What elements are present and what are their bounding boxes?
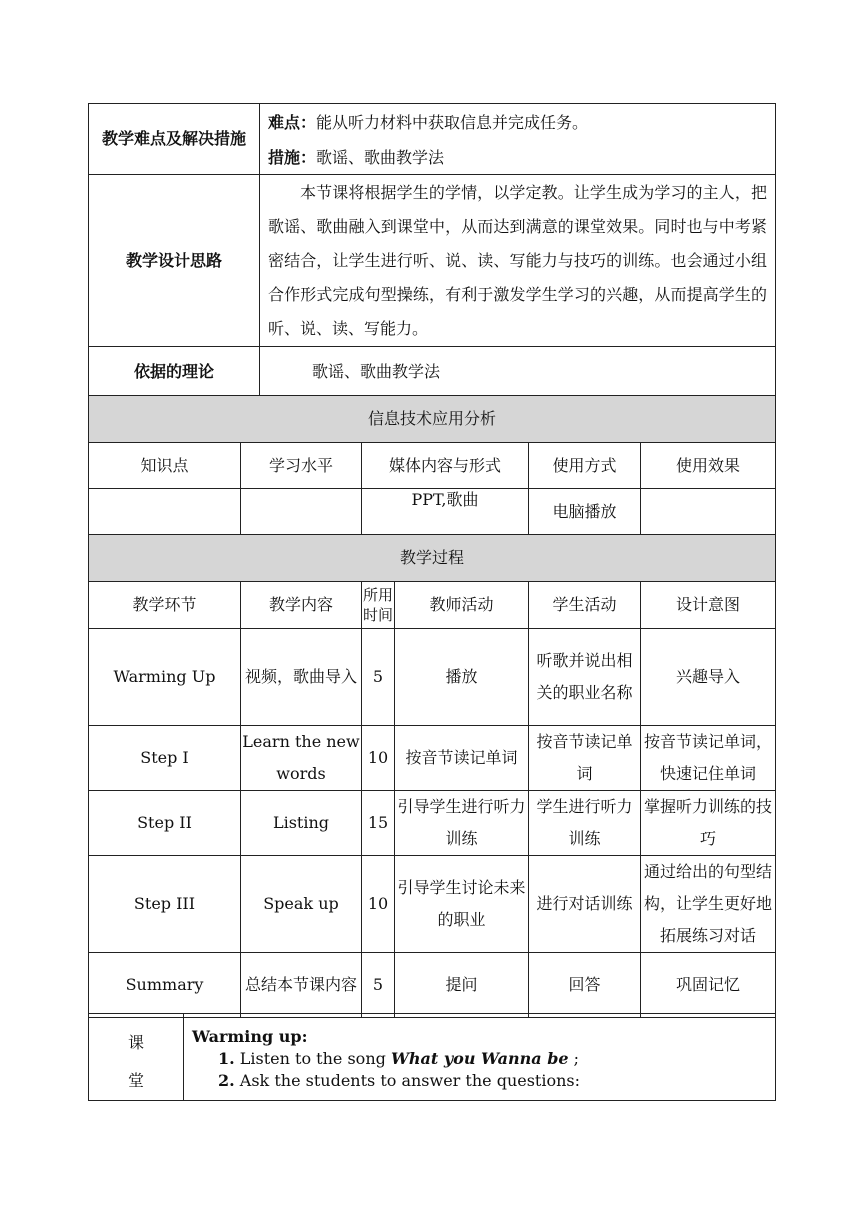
difficulty-line [268, 105, 767, 141]
theory-content [260, 347, 776, 398]
difficulty-text: 能从听力材料中获取信息并完成任务。 [316, 112, 589, 132]
measures-line [268, 141, 767, 174]
item-number: 1. [218, 1049, 235, 1068]
song-title: What you Wanna be [390, 1049, 569, 1068]
classroom-table [88, 1013, 776, 1101]
thinking-content [260, 175, 776, 347]
process-title-row [89, 535, 776, 582]
process-header-cell: 教师活动 [395, 582, 529, 629]
table-cell: 视频，歌曲导入 [241, 629, 362, 726]
classroom-label-char: 堂 [127, 1071, 144, 1090]
table-cell: 5 [362, 953, 395, 1018]
table-cell: 巩固记忆 [641, 953, 776, 1018]
teaching-design-table [88, 103, 776, 398]
table-cell: Warming Up [89, 629, 241, 726]
classroom-label-char: 课 [127, 1033, 144, 1052]
thinking-row [89, 175, 776, 347]
item-number: 2. [218, 1071, 235, 1090]
classroom-label-text [89, 1014, 183, 1100]
classroom-row [89, 1014, 776, 1101]
it-header-cell: 媒体内容与形式 [362, 443, 529, 489]
table-cell: 听歌并说出相关的职业名称 [529, 629, 641, 726]
warming-up-block [184, 1014, 775, 1092]
theory-label: 依据的理论 [89, 347, 260, 398]
table-cell: 兴趣导入 [641, 629, 776, 726]
table-cell: 总结本节课内容 [241, 953, 362, 1018]
table-cell: 按音节读记单词 [529, 726, 641, 791]
table-cell: 掌握听力训练的技巧 [641, 791, 776, 856]
table-cell: 播放 [395, 629, 529, 726]
thinking-label: 教学设计思路 [89, 175, 260, 347]
table-cell: 10 [362, 726, 395, 791]
it-data-cell [89, 489, 241, 535]
difficulty-key: 难点： [268, 112, 317, 132]
difficulty-row [89, 104, 776, 175]
it-data-cell: 电脑播放 [529, 489, 641, 535]
table-cell: 回答 [529, 953, 641, 1018]
warming-up-item-1 [192, 1048, 767, 1070]
it-title-row [89, 396, 776, 443]
item-text: ; [568, 1049, 580, 1068]
table-cell: 学生进行听力训练 [529, 791, 641, 856]
table-row [89, 726, 776, 791]
thinking-text: 本节课将根据学生的学情，以学定教。让学生成为学习的主人，把歌谣、歌曲融入到课堂中，从而达到满意的课堂效果。同时也与中考紧密结合，让学生进行听、说、读、写能力与技巧的训练。也会通过小组合作形式完成句型操练，有利于激发学生学习的兴趣，从而提高学生的听、说、读、写能力。 [268, 182, 767, 338]
theory-text: 歌谣、歌曲教学法 [312, 362, 441, 381]
item-text: Listen to the song [234, 1049, 391, 1068]
table-row [89, 856, 776, 953]
item-text: Ask the students to answer the questions: [234, 1071, 581, 1090]
table-cell: 通过给出的句型结构，让学生更好地拓展练习对话 [641, 856, 776, 953]
table-cell: Step III [89, 856, 241, 953]
measures-text: 歌谣、歌曲教学法 [316, 147, 445, 167]
process-header-row [89, 582, 776, 629]
table-cell: Listing [241, 791, 362, 856]
process-header-cell: 教学环节 [89, 582, 241, 629]
table-cell: 5 [362, 629, 395, 726]
it-header-cell: 使用方式 [529, 443, 641, 489]
table-cell: 引导学生进行听力训练 [395, 791, 529, 856]
difficulty-content [260, 104, 776, 175]
table-cell: 10 [362, 856, 395, 953]
table-row [89, 953, 776, 1018]
it-analysis-title: 信息技术应用分析 [89, 396, 776, 443]
it-header-cell: 知识点 [89, 443, 241, 489]
classroom-content [184, 1014, 776, 1101]
table-cell: 15 [362, 791, 395, 856]
process-header-cell: 学生活动 [529, 582, 641, 629]
warming-up-heading: Warming up: [192, 1027, 308, 1046]
table-cell: Learn the new words [241, 726, 362, 791]
it-header-row [89, 443, 776, 489]
process-header-cell: 所用时间 [362, 582, 395, 629]
it-data-row [89, 489, 776, 535]
difficulty-label: 教学难点及解决措施 [89, 104, 260, 175]
theory-row [89, 347, 776, 398]
process-title: 教学过程 [89, 535, 776, 582]
table-cell: 按音节读记单词 [395, 726, 529, 791]
table-row [89, 629, 776, 726]
it-data-cell [641, 489, 776, 535]
table-cell: 进行对话训练 [529, 856, 641, 953]
measures-key: 措施： [268, 147, 317, 167]
it-header-cell: 使用效果 [641, 443, 776, 489]
classroom-label [89, 1014, 184, 1101]
table-cell: Step I [89, 726, 241, 791]
table-cell: 按音节读记单词，快速记住单词 [641, 726, 776, 791]
table-cell: Summary [89, 953, 241, 1018]
table-cell: 提问 [395, 953, 529, 1018]
process-header-cell: 教学内容 [241, 582, 362, 629]
it-data-cell [241, 489, 362, 535]
table-row [89, 791, 776, 856]
warming-up-item-2 [192, 1070, 767, 1092]
process-table [88, 395, 776, 1018]
it-data-cell: PPT,歌曲 [362, 489, 529, 535]
it-header-cell: 学习水平 [241, 443, 362, 489]
table-cell: Speak up [241, 856, 362, 953]
table-cell: 引导学生讨论未来的职业 [395, 856, 529, 953]
table-cell: Step II [89, 791, 241, 856]
process-header-cell: 设计意图 [641, 582, 776, 629]
